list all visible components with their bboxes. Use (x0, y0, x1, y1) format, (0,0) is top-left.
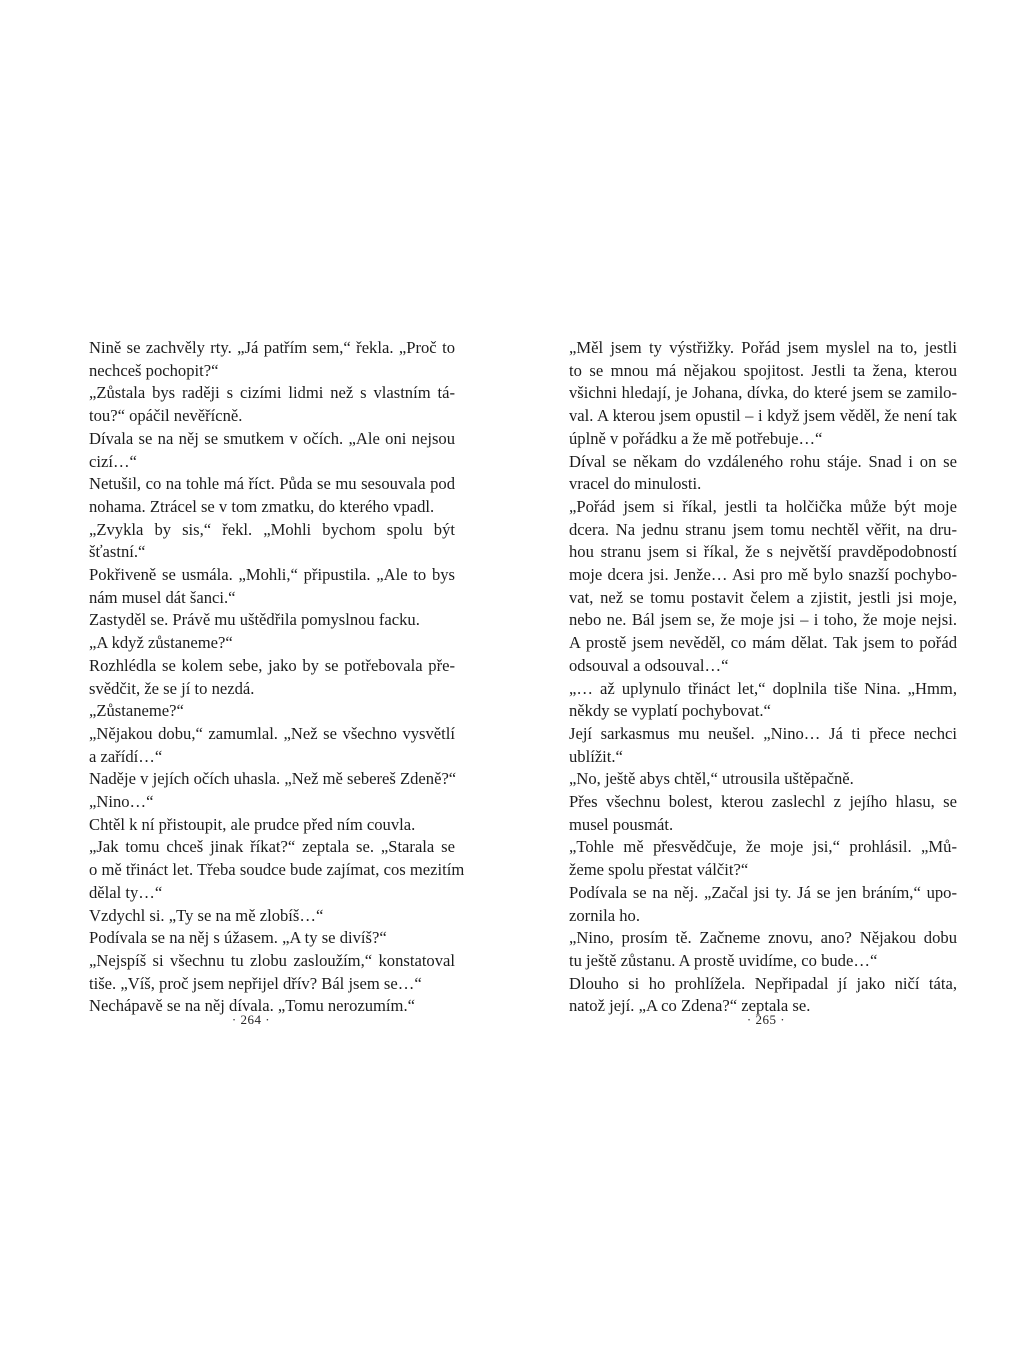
page-number-right: · 265 · (746, 1012, 786, 1027)
text-line: svědčit, že se jí to nezdá. (89, 678, 255, 698)
paragraph (89, 428, 455, 473)
text-line: o mě třináct let. Třeba soudce bude zajímat, cos mezitím (89, 860, 465, 880)
paragraph (569, 451, 957, 496)
paragraph (89, 632, 455, 655)
paragraph (89, 700, 455, 723)
paragraph (89, 723, 455, 768)
paragraph (89, 927, 455, 950)
paragraph (89, 564, 455, 609)
text-line: žeme spolu přestat válčit?“ (569, 860, 749, 880)
text-line: tu ještě zůstanu. A prostě uvidíme, co bude…“ (569, 950, 878, 970)
text-line: nechceš pochopit?“ (89, 360, 219, 380)
text-line: „A když zůstaneme?“ (89, 633, 233, 653)
text-line: tiše. „Víš, proč jsem nepřijel dřív? Bál jsem se…“ (89, 973, 422, 993)
text-line: všichni hledají, je Johana, dívka, do které jsem se zamilo- (569, 383, 957, 403)
text-line: vat, než se tomu postavit čelem a zjistit, jestli jsi moje, (569, 587, 957, 607)
paragraph (89, 609, 455, 632)
paragraph (569, 496, 957, 678)
text-line: Přes všechnu bolest, kterou zaslechl z jejího hlasu, se (569, 792, 957, 812)
text-line: tou?“ opáčil nevěřícně. (89, 406, 243, 426)
text-line: Chtěl k ní přistoupit, ale prudce před ním couvla. (89, 814, 416, 834)
text-line: a zařídí…“ (89, 746, 163, 766)
text-line: dělal ty…“ (89, 882, 163, 902)
text-line: Dívala se na něj se smutkem v očích. „Ale oni nejsou (89, 428, 455, 448)
paragraph (89, 655, 455, 700)
text-line: „Pořád jsem si říkal, jestli ta holčička může být moje (569, 496, 957, 516)
text-line: Rozhlédla se kolem sebe, jako by se potřebovala pře- (89, 655, 455, 675)
paragraph (89, 382, 455, 427)
text-line: cizí…“ (89, 451, 137, 471)
paragraph (569, 927, 957, 972)
text-line: nám musel dát šanci.“ (89, 587, 236, 607)
text-line: Její sarkasmus mu neušel. „Nino… Já ti přece nechci (569, 723, 957, 743)
text-line: moje dcera jsi. Jenže… Asi pro mě bylo snazší pochybo- (569, 565, 957, 585)
paragraph (569, 723, 957, 768)
text-line: „Nějakou dobu,“ zamumlal. „Než se všechno vysvětlí (89, 723, 455, 743)
text-line: A prostě jsem nevěděl, co mám dělat. Tak jsem to pořád (569, 633, 957, 653)
text-line: hou stranu jsem si říkal, že s největší pravděpodobností (569, 542, 957, 562)
text-line: „Nino…“ (89, 792, 154, 812)
text-line: dcera. Na jednu stranu jsem tomu nechtěl věřit, na dru- (569, 519, 957, 539)
text-line: zornila ho. (569, 905, 640, 925)
paragraph (89, 473, 455, 518)
paragraph (89, 905, 455, 928)
text-line: Netušil, co na tohle má říct. Půda se mu sesouvala pod (89, 474, 455, 494)
text-line: vracel do minulosti. (569, 474, 702, 494)
text-line: „… až uplynulo třináct let,“ doplnila tiše Nina. „Hmm, (569, 678, 957, 698)
text-line: ublížit.“ (569, 746, 623, 766)
text-line: Nechápavě se na něj dívala. „Tomu nerozumím.“ (89, 996, 415, 1016)
right-page (569, 337, 957, 1018)
text-line: „Zůstala bys raději s cizími lidmi než s vlastním tá- (89, 383, 455, 403)
text-line: „Tohle mě přesvědčuje, že moje jsi,“ prohlásil. „Mů- (569, 837, 957, 857)
text-line: Pokřiveně se usmála. „Mohli,“ připustila. „Ale to bys (89, 565, 455, 585)
paragraph (89, 768, 455, 791)
paragraph (89, 791, 455, 814)
text-line: Naděje v jejích očích uhasla. „Než mě sebereš Zdeně?“ (89, 769, 457, 789)
paragraph (569, 882, 957, 927)
text-line: „Měl jsem ty výstřižky. Pořád jsem myslel na to, jestli (569, 338, 957, 357)
text-line: val. A kterou jsem opustil – i když jsem věděl, že není tak (569, 406, 957, 426)
paragraph (89, 836, 465, 904)
left-page (89, 337, 465, 1018)
text-line: „Nino, prosím tě. Začneme znovu, ano? Nějakou dobu (569, 928, 957, 948)
text-line: „Jak tomu chceš jinak říkat?“ zeptala se. „Starala se (89, 837, 455, 857)
text-line: Podívala se na něj s úžasem. „A ty se divíš?“ (89, 928, 387, 948)
paragraph (569, 768, 957, 791)
text-line: nebo ne. Bál jsem se, že moje jsi – i toho, že moje nejsi. (569, 610, 957, 630)
text-line: nohama. Ztrácel se v tom zmatku, do kterého vpadl. (89, 496, 435, 516)
text-line: Nině se zachvěly rty. „Já patřím sem,“ řekla. „Proč to (89, 338, 455, 357)
paragraph (89, 814, 455, 837)
text-line: „No, ještě abys chtěl,“ utrousila uštěpačně. (569, 769, 854, 789)
paragraph (569, 836, 957, 881)
paragraph (569, 791, 957, 836)
text-line: Vzdychl si. „Ty se na mě zlobíš…“ (89, 905, 324, 925)
text-line: Podívala se na něj. „Začal jsi ty. Já se jen bráním,“ upo- (569, 882, 957, 902)
text-line: Díval se někam do vzdáleného rohu stáje. Snad i on se (569, 451, 957, 471)
text-line: Zastyděl se. Právě mu uštědřila pomyslnou facku. (89, 610, 420, 630)
text-line: někdy se vyplatí pochybovat.“ (569, 701, 771, 721)
text-line: Dlouho si ho prohlížela. Nepřipadal jí jako ničí táta, (569, 973, 957, 993)
text-line: musel pousmát. (569, 814, 674, 834)
paragraph (569, 678, 957, 723)
text-line: „Zvykla by sis,“ řekl. „Mohli bychom spolu být (89, 519, 455, 539)
text-line: to se mnou má nějakou spojitost. Jestli ta žena, kterou (569, 360, 957, 380)
text-line: odsouval a odsouval…“ (569, 655, 729, 675)
paragraph (569, 337, 957, 451)
text-line: úplně v pořádku a že mě potřebuje…“ (569, 428, 823, 448)
text-line: „Nejspíš si všechnu tu zlobu zasloužím,“ konstatoval (89, 950, 455, 970)
paragraph (89, 519, 455, 564)
paragraph (89, 950, 455, 995)
page-number-left: · 264 · (231, 1012, 271, 1027)
text-line: natož její. „A co Zdena?“ zeptala se. (569, 996, 811, 1016)
text-line: šťastní.“ (89, 542, 146, 562)
text-line: „Zůstaneme?“ (89, 701, 184, 721)
paragraph (89, 337, 455, 382)
